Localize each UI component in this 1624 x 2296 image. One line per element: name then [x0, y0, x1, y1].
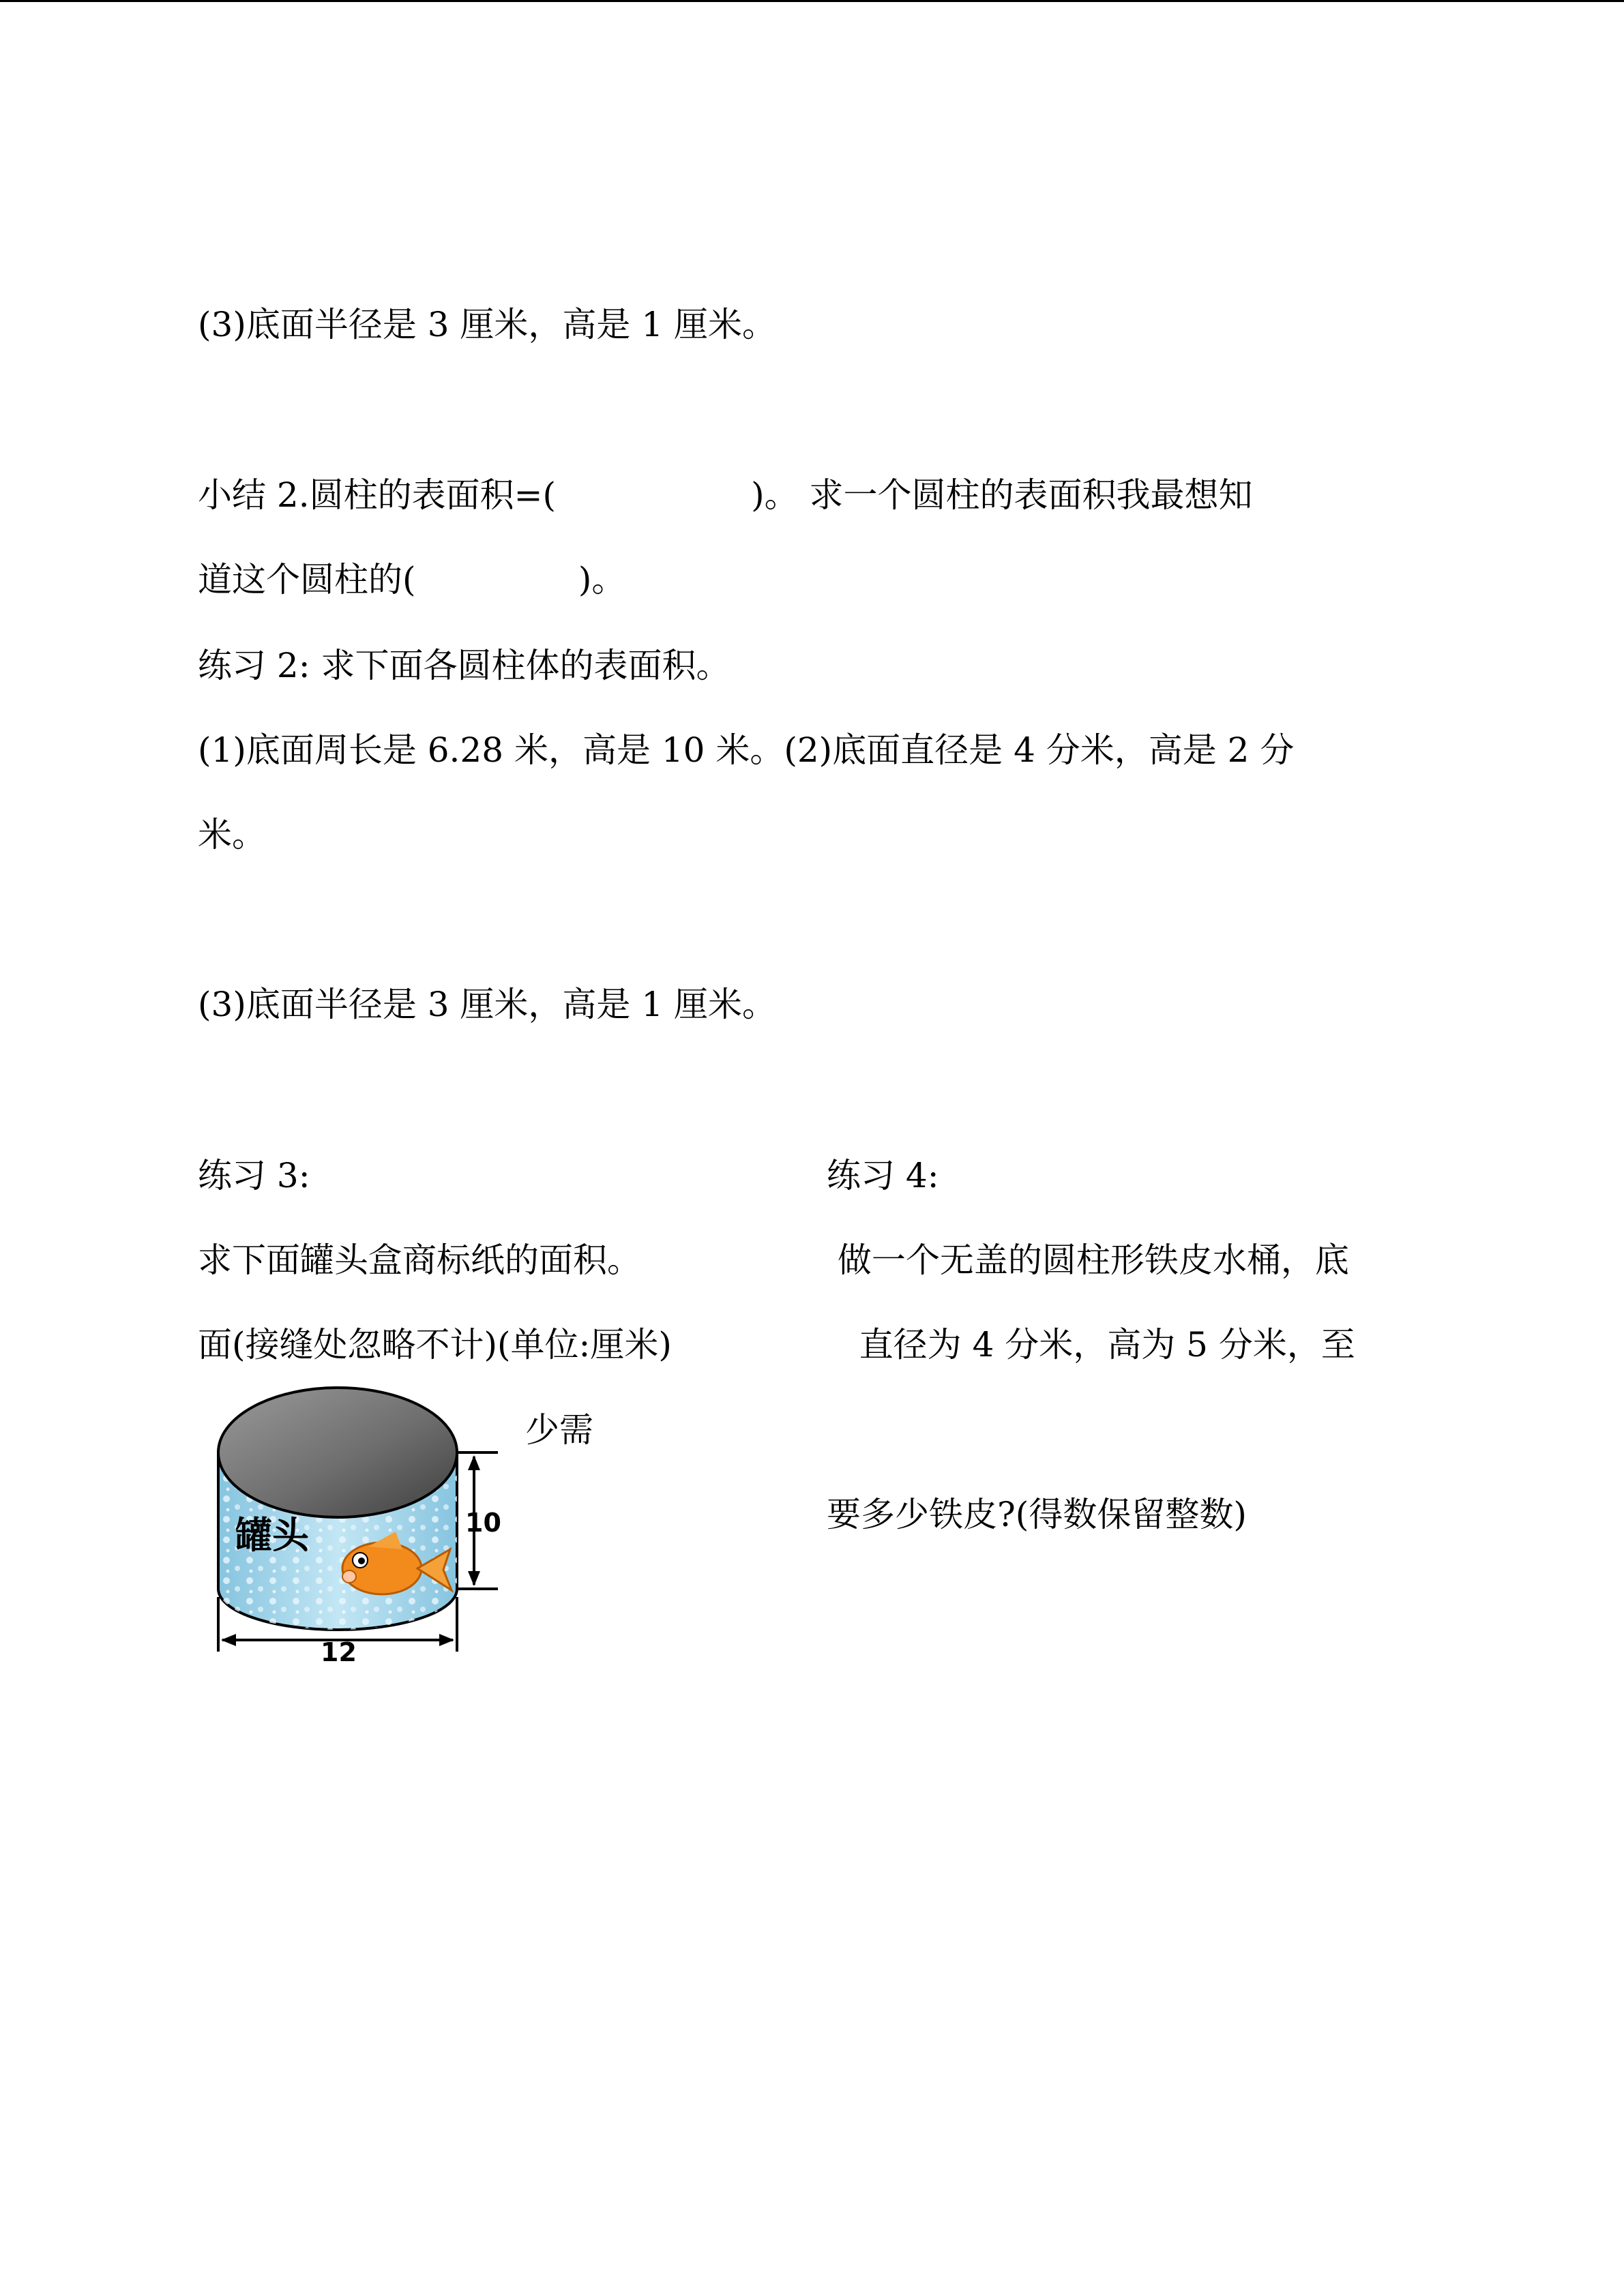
can-figure	[198, 1371, 621, 1671]
exercise-4-question-line-1: 做一个无盖的圆柱形铁皮水桶，底	[827, 1240, 1349, 1280]
top-border	[0, 0, 1624, 2]
can-lid	[218, 1388, 457, 1517]
exercise-3-note: 面(接缝处忽略不计)(单位:厘米)	[198, 1325, 672, 1365]
exercise-3-question: 求下面罐头盒商标纸的面积。	[198, 1240, 641, 1280]
exercise-2-items-line: (1)底面周长是 6.28 米，高是 10 米。(2)底面直径是 4 分米，高是 2 分	[198, 730, 1295, 770]
exercise-4-fragment: 少需	[525, 1410, 593, 1450]
exercise-2-title: 练习 2: 求下面各圆柱体的表面积。	[198, 646, 730, 685]
summary-2-line: 小结 2.圆柱的表面积=( )。 求一个圆柱的表面积我最想知	[198, 475, 1253, 515]
diameter-label: 12	[321, 1637, 357, 1667]
exercise-2-item-3: (3)底面半径是 3 厘米，高是 1 厘米。	[198, 985, 777, 1024]
summary-2-continuation: 道这个圆柱的( )。	[198, 560, 626, 599]
height-label: 10	[465, 1508, 501, 1538]
can-illustration	[198, 1371, 621, 1671]
exercise-3-title: 练习 3:	[198, 1156, 310, 1195]
problem-3-radius-line: (3)底面半径是 3 厘米，高是 1 厘米。	[198, 305, 777, 344]
exercise-4-title: 练习 4:	[827, 1156, 939, 1195]
exercise-4-question-line-2: 直径为 4 分米，高为 5 分米，至	[827, 1325, 1355, 1365]
can-label-text: 罐头	[235, 1514, 309, 1557]
exercise-4-question-line-3: 要多少铁皮?(得数保留整数)	[827, 1495, 1247, 1534]
exercise-2-items-continuation: 米。	[198, 815, 266, 854]
